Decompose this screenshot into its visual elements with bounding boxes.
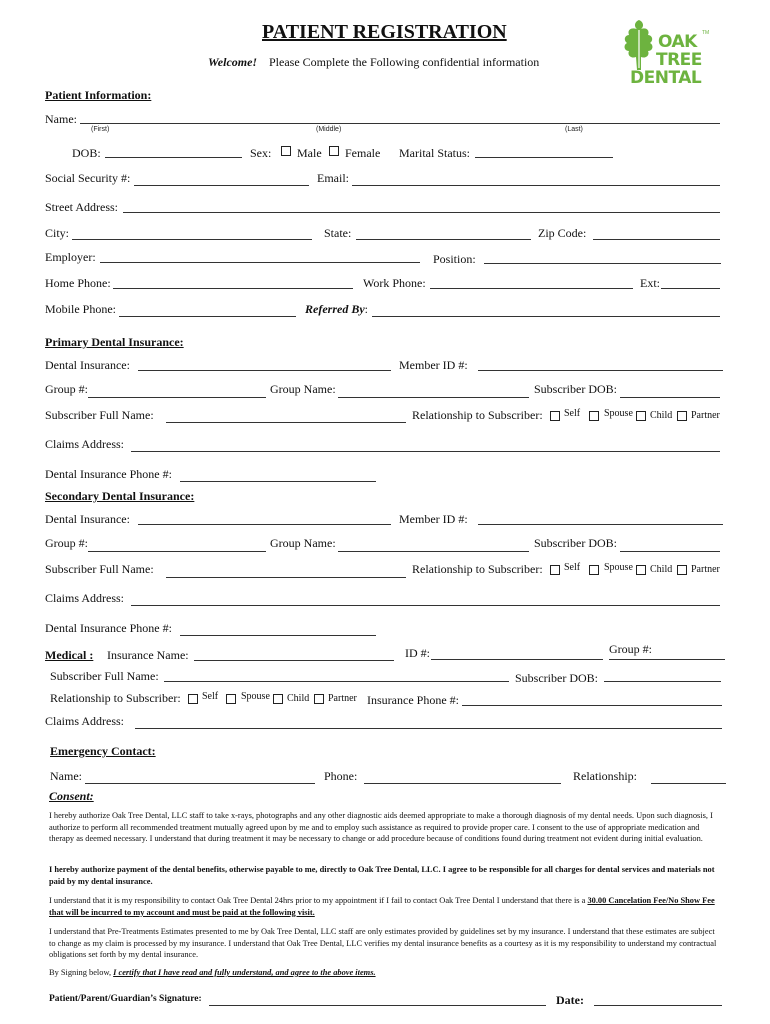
medical-heading: Medical :: [45, 648, 94, 662]
consent-paragraph-3: [49, 895, 717, 918]
work-phone-field[interactable]: [430, 288, 633, 289]
medical-group-label: Group #:: [609, 642, 652, 656]
consent-paragraph-1: I hereby authorize Oak Tree Dental, LLC staff to take x-rays, photographs and any other diagnostic aids deemed appropriate to make a thorough diagnosis of my dental needs. Upon such diagnosis, I authorize to perform all recommended treatment mutually agreed upon by me and to employ such assistance as required to provide proper care. I consent to the use of appropriate medication and therapy as deemed necessary. I understand that during treatment it may be necessary to change or add procedure because of conditions found during treatment not evident during initial evaluation.: [49, 811, 713, 843]
female-label: Female: [345, 146, 381, 160]
marital-label: Marital Status:: [399, 146, 470, 160]
primary-spouse-label: Spouse: [604, 408, 633, 419]
work-phone-label: Work Phone:: [363, 276, 426, 290]
primary-phone-label: Dental Insurance Phone #:: [45, 467, 172, 481]
primary-phone-field[interactable]: [180, 481, 376, 482]
medical-id-field[interactable]: [431, 659, 603, 660]
secondary-phone-field[interactable]: [180, 635, 376, 636]
medical-ins-phone-field[interactable]: [462, 705, 722, 706]
emergency-relationship-field[interactable]: [651, 783, 726, 784]
secondary-partner-checkbox[interactable]: [677, 565, 687, 575]
secondary-group-name-field[interactable]: [338, 551, 529, 552]
consent-paragraph-4: I understand that Pre-Treatments Estimates presented to me by Oak Tree Dental, LLC staff are only estimates provided by guidelines set by my insurance. I understand that these estimates are subject to change as my claim is processed by my insurance. I understand that Oak Tree Dental, LLC verifies my dental insurance benefits as a courtesy as it is my responsibility to understand my contractual obligations set forth by my dental insurance.: [49, 927, 717, 959]
primary-group-name-field[interactable]: [338, 397, 529, 398]
medical-claims-label: Claims Address:: [45, 714, 125, 728]
referred-label: [305, 302, 368, 317]
primary-child-label: Child: [650, 410, 673, 421]
name-label: Name:: [45, 112, 77, 126]
medical-partner-checkbox[interactable]: [314, 694, 324, 704]
primary-child-checkbox[interactable]: [636, 411, 646, 421]
medical-ins-phone-label: Insurance Phone #:: [367, 693, 459, 707]
city-label: City:: [45, 226, 70, 240]
logo-tree: TREE: [656, 50, 702, 70]
male-checkbox[interactable]: [281, 146, 291, 156]
secondary-dental-ins-field[interactable]: [138, 524, 391, 525]
mobile-label: Mobile Phone:: [45, 302, 116, 316]
medical-id-label: ID #:: [405, 646, 430, 660]
medical-ins-name-field[interactable]: [194, 660, 394, 661]
consent-p5-text: By Signing below,: [49, 968, 114, 977]
secondary-self-label: Self: [564, 562, 581, 573]
medical-spouse-label: Spouse: [241, 691, 270, 702]
primary-partner-checkbox[interactable]: [677, 411, 687, 421]
secondary-dental-ins-label: Dental Insurance:: [45, 512, 130, 526]
medical-partner-label: Partner: [328, 693, 357, 704]
secondary-group-field[interactable]: [88, 551, 266, 552]
consent-p3-text: I understand that it is my responsibility to contact Oak Tree Dental 24hrs prior to my appointment if I fail to contact Oak Tree Dental I understand that there is a: [49, 896, 588, 905]
primary-dental-ins-field[interactable]: [138, 370, 391, 371]
marital-field[interactable]: [475, 157, 613, 158]
middle-sublabel: (Middle): [316, 126, 342, 133]
secondary-sub-dob-label: Subscriber DOB:: [534, 536, 617, 550]
primary-member-id-label: Member ID #:: [399, 358, 468, 372]
date-field[interactable]: [594, 1005, 722, 1006]
secondary-sub-name-label: Subscriber Full Name:: [45, 562, 154, 576]
name-field[interactable]: [80, 123, 720, 124]
primary-insurance-heading: Primary Dental Insurance:: [45, 335, 184, 349]
primary-claims-label: Claims Address:: [45, 437, 125, 451]
primary-sub-name-field[interactable]: [166, 422, 406, 423]
city-field[interactable]: [72, 239, 312, 240]
secondary-insurance-heading: Secondary Dental Insurance:: [45, 489, 195, 503]
primary-group-name-label: Group Name:: [270, 382, 336, 396]
primary-spouse-checkbox[interactable]: [589, 411, 599, 421]
employer-label: Employer:: [45, 250, 96, 264]
primary-group-field[interactable]: [88, 397, 266, 398]
medical-relationship-label: Relationship to Subscriber:: [50, 691, 181, 705]
employer-field[interactable]: [100, 262, 420, 263]
emergency-name-label: Name:: [50, 769, 82, 783]
state-label: State:: [324, 226, 352, 240]
consent-paragraph-2: I hereby authorize payment of the dental benefits, otherwise payable to me, directly to Oak Tree Dental, LLC. I agree to be responsible for all charges for dental services and materials not paid by my dental insurance.: [49, 865, 715, 886]
last-sublabel: (Last): [565, 126, 583, 133]
medical-self-label: Self: [202, 691, 219, 702]
primary-sub-dob-field[interactable]: [620, 397, 720, 398]
secondary-child-checkbox[interactable]: [636, 565, 646, 575]
home-phone-field[interactable]: [113, 288, 353, 289]
secondary-phone-label: Dental Insurance Phone #:: [45, 621, 172, 635]
page-title: PATIENT REGISTRATION: [262, 21, 507, 43]
dob-field[interactable]: [105, 157, 242, 158]
dob-label: DOB:: [72, 146, 101, 160]
first-sublabel: (First): [91, 126, 110, 133]
signature-field[interactable]: [209, 1005, 546, 1006]
primary-member-id-field[interactable]: [478, 370, 723, 371]
certify-text: I certify that I have read and fully understand, and agree to the above items.: [113, 968, 376, 977]
medical-child-checkbox[interactable]: [273, 694, 283, 704]
secondary-relationship-label: Relationship to Subscriber:: [412, 562, 543, 576]
logo-oak: OAK: [658, 32, 697, 52]
ext-field[interactable]: [661, 288, 720, 289]
primary-sub-dob-label: Subscriber DOB:: [534, 382, 617, 396]
secondary-spouse-checkbox[interactable]: [589, 565, 599, 575]
medical-sub-dob-field[interactable]: [604, 681, 721, 682]
consent-paragraph-5: [49, 967, 717, 979]
street-field[interactable]: [123, 212, 720, 213]
ssn-field[interactable]: [134, 185, 309, 186]
secondary-claims-label: Claims Address:: [45, 591, 125, 605]
home-phone-label: Home Phone:: [45, 276, 111, 290]
secondary-child-label: Child: [650, 564, 673, 575]
secondary-sub-dob-field[interactable]: [620, 551, 720, 552]
zip-field[interactable]: [593, 239, 720, 240]
primary-claims-field[interactable]: [131, 451, 720, 452]
logo-dental: DENTAL: [630, 68, 702, 88]
medical-group-field[interactable]: [609, 659, 725, 660]
logo: [620, 18, 720, 90]
secondary-member-id-field[interactable]: [478, 524, 723, 525]
male-label: Male: [297, 146, 322, 160]
emergency-name-field[interactable]: [85, 783, 315, 784]
female-checkbox[interactable]: [329, 146, 339, 156]
medical-sub-name-label: Subscriber Full Name:: [50, 669, 159, 683]
medical-sub-name-field[interactable]: [164, 681, 509, 682]
zip-label: Zip Code:: [538, 226, 587, 240]
secondary-partner-label: Partner: [691, 564, 720, 575]
referred-colon: :: [364, 302, 368, 316]
primary-sub-name-label: Subscriber Full Name:: [45, 408, 154, 422]
state-field[interactable]: [356, 239, 531, 240]
primary-group-label: Group #:: [45, 382, 88, 396]
mobile-field[interactable]: [119, 316, 296, 317]
secondary-claims-field[interactable]: [131, 605, 720, 606]
medical-ins-name-label: Insurance Name:: [107, 648, 189, 662]
emergency-phone-field[interactable]: [364, 783, 561, 784]
medical-spouse-checkbox[interactable]: [226, 694, 236, 704]
date-label: Date:: [556, 993, 584, 1007]
primary-self-label: Self: [564, 408, 581, 419]
medical-sub-dob-label: Subscriber DOB:: [515, 671, 598, 685]
ext-label: Ext:: [640, 276, 660, 290]
secondary-sub-name-field[interactable]: [166, 577, 406, 578]
secondary-member-id-label: Member ID #:: [399, 512, 468, 526]
sex-label: Sex:: [250, 146, 272, 160]
secondary-self-checkbox[interactable]: [550, 565, 560, 575]
referred-field[interactable]: [372, 316, 720, 317]
signature-label: Patient/Parent/Guardian’s Signature:: [49, 994, 202, 1004]
email-label: Email:: [317, 171, 349, 185]
medical-claims-field[interactable]: [135, 728, 722, 729]
primary-self-checkbox[interactable]: [550, 411, 560, 421]
welcome-label: Welcome!: [208, 55, 258, 69]
secondary-group-label: Group #:: [45, 536, 88, 550]
email-field[interactable]: [352, 185, 720, 186]
oak-leaf-icon: [620, 18, 658, 72]
street-label: Street Address:: [45, 200, 118, 214]
medical-child-label: Child: [287, 693, 310, 704]
logo-tm: TM: [702, 30, 710, 36]
primary-relationship-label: Relationship to Subscriber:: [412, 408, 543, 422]
position-label: Position:: [433, 252, 476, 266]
ssn-label: Social Security #:: [45, 171, 131, 185]
secondary-group-name-label: Group Name:: [270, 536, 336, 550]
primary-partner-label: Partner: [691, 410, 720, 421]
medical-self-checkbox[interactable]: [188, 694, 198, 704]
emergency-relationship-label: Relationship:: [573, 769, 637, 783]
referred-text: Referred By: [305, 302, 365, 316]
primary-dental-ins-label: Dental Insurance:: [45, 358, 130, 372]
secondary-spouse-label: Spouse: [604, 562, 633, 573]
consent-heading: Consent:: [49, 789, 94, 803]
welcome-text: Please Complete the Following confidential information: [269, 55, 540, 69]
cancelation-fee-text: 30.00 Cancelation Fee/No Show Fee that will be incurred to my account and must be paid at the following visit.: [49, 896, 715, 917]
emergency-heading: Emergency Contact:: [50, 744, 156, 758]
patient-info-heading: Patient Information:: [45, 88, 152, 102]
position-field[interactable]: [484, 263, 721, 264]
emergency-phone-label: Phone:: [324, 769, 358, 783]
